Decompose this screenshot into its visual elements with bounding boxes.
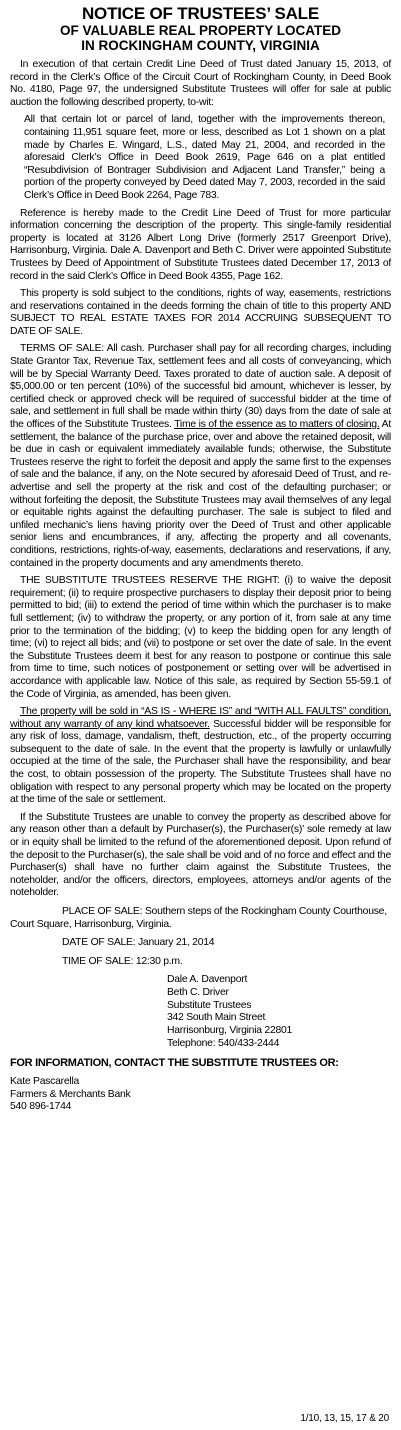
paragraph-as-is [10, 706, 391, 807]
time-of-sale: TIME OF SALE: 12:30 p.m. [62, 956, 183, 967]
paragraph-legal-description: All that certain lot or parcel of land, together with the improvements thereon, containing 11,951 square feet, more or less, described as Lot 1 shown on a plat made by Charles E. Wingard, L.S., dated May 21, 2004, and recorded in the aforesaid Clerk’s Office in Deed Book 2619, Page 646 on a plat entitled “Resubdivision of Bontrager Subdivision and Adjacent Land Transfer,” being a portion of the property conveyed by Deed dated May 7, 2003, recorded in the said Clerk’s Office in Deed Book 2264, Page 783. [24, 114, 385, 201]
terms-text-b: At settlement, the balance of the purchase price, over and above the retained deposit, will be due in cash or equivalent immediately available funds; otherwise, the Substitute Trustees reserve the right to forfeit the deposit and apply the same first to the expenses of sale and the balance, if any, on the Note secured by aforesaid Deed of Trust, and re-advertise and sell the property at the risk and cost of the defaulting purchaser; or without forfeiting the deposit, the Substitute Trustees may avail themselves of any legal or equitable rights against the defaulting purchaser. The sale is subject to filed and unfiled mechanic’s liens having priority over the Deed of Trust and other applicable senior liens and encumbrances, if any, affecting the property and all covenants, conditions, restrictions, rights-of-way, easements, declarations and reservations, if any, contained in the property documents and any amendments thereto. [10, 419, 391, 569]
trustee-phone: Telephone: 540/433-2444 [167, 1037, 280, 1049]
trustee-role: Substitute Trustees [167, 999, 252, 1011]
notice-body [10, 59, 391, 900]
paragraph-reserve-right: THE SUBSTITUTE TRUSTEES RESERVE THE RIGHT: (i) to waive the deposit requirement; (ii) to require prospective purchasers to display their deposit prior to being permitted to bid; (iii) to extend the period of time within which the purchaser is to make full settlement; (iv) to withdraw the property, or any portion of it, from sale at any time prior to the termination of the bidding; (v) to keep the bidding open for any length of time; (vi) to reject all bids; and (vii) to postpone or set over the date of sale. In the event the Substitute Trustees deem it best for any reason to postpone or continue this sale from time to time, such notices of postponement or setting over will be advertised in accordance with applicable law. Notice of this sale, as required by Section 55-59.1 of the Code of Virginia, as amended, has been given. [10, 575, 391, 700]
as-is-rest-text: Successful bidder will be responsible for any risk of loss, damage, vandalism, theft, destruction, etc., of the property occurring subsequent to the date of sale. In the event that the property is lawfully or unlawfully occupied at the time of the sale, the Purchaser shall have the responsibility, and bear the cost, to obtain possession of the property. The Substitute Trustees shall have no obligation with respect to any personal property which may be located on the property at the time of the sale or settlement. [10, 718, 391, 806]
paragraph-terms-of-sale [10, 343, 391, 570]
subject-to-text: This property is sold subject to the conditions, rights of way, easements, restrictions and reservations contained in the deeds forming the chain of title to this property [10, 288, 391, 312]
subject-to-taxes-text: AND SUBJECT TO REAL ESTATE TAXES FOR 2014 ACCRUING SUBSEQUENT TO DATE OF SALE. [10, 300, 391, 337]
paragraph-reference: Reference is hereby made to the Credit Line Deed of Trust for more particular information concerning the description of the property. This single-family residential property is located at 3126 Albert Long Drive (formerly 2517 Greenport Drive), Harrisonburg, Virginia. Dale A. Davenport and Beth C. Driver were appointed Substitute Trustees by Deed of Appointment of Substitute Trustees dated December 17, 2013 of record in the said Clerk’s Office in Deed Book 4355, Page 162. [10, 207, 391, 282]
trustee-name-1: Dale A. Davenport [167, 974, 248, 985]
paragraph-subject-to [10, 288, 391, 338]
trustee-city: Harrisonburg, Virginia 22801 [167, 1025, 293, 1037]
trustee-signature-block [10, 974, 391, 1051]
place-of-sale: PLACE OF SALE: Southern steps of the Rockingham County Courthouse, Court Square, Harrisonburg, Virginia. [10, 906, 387, 930]
contact-org: Farmers & Merchants Bank [10, 1088, 131, 1100]
notice-title: NOTICE OF TRUSTEES’ SALE [81, 4, 319, 23]
contact-block [10, 1076, 391, 1114]
terms-essence-text: Time is of the essence as to matters of closing. [174, 419, 380, 431]
date-of-sale: DATE OF SALE: January 21, 2014 [62, 937, 215, 948]
terms-text-a: TERMS OF SALE: All cash. Purchaser shall pay for all recording charges, including State Grantor Tax, Revenue Tax, settlement fees and all costs of conveyancing, which will be by Special Warranty Deed. Taxes prorated to date of auction sale. A deposit of $5,000.00 or ten percent (10%) of the successful bid amount, whichever is lesser, by certified check or approved check will be required of successful bidder at the time of sale, and settlement in full shall be made within thirty (30) days from the date of sale at the offices of the Substitute Trustees. [10, 343, 391, 431]
publication-dates: 1/10, 13, 15, 17 & 20 [300, 1413, 389, 1424]
contact-phone: 540 896-1744 [10, 1101, 72, 1113]
notice-subtitle-2: IN ROCKINGHAM COUNTY, VIRGINIA [81, 38, 320, 53]
trustee-name-2: Beth C. Driver [167, 986, 229, 998]
notice-subtitle-1: OF VALUABLE REAL PROPERTY LOCATED [59, 23, 341, 38]
trustee-street: 342 South Main Street [167, 1012, 266, 1024]
as-is-text: The property will be sold in “AS IS - WHERE IS” and “WITH ALL FAULTS” condition, without any warranty of any kind whatsoever. [10, 706, 391, 730]
contact-heading: FOR INFORMATION, CONTACT THE SUBSTITUTE TRUSTEES OR: [10, 1056, 339, 1069]
paragraph-execution: In execution of that certain Credit Line Deed of Trust dated January 15, 2013, of record in the Clerk’s Office of the Circuit Court of Rockingham County, in Deed Book No. 4180, Page 97, the undersigned Substitute Trustees will offer for sale at public auction the following described property, to-wit: [10, 59, 391, 108]
paragraph-refund: If the Substitute Trustees are unable to convey the property as described above for any reason other than a default by Purchaser(s), the Purchaser(s)’ sole remedy at law or in equity shall be limited to the refund of the aforementioned deposit. Upon refund of the deposit to the Purchaser(s), the sale shall be void and of no force and effect and the Purchaser(s) shall have no further claim against the Substitute Trustees, the noteholder, and/or the officers, directors, employees, attorneys and/or agents of the noteholder. [10, 811, 391, 899]
contact-name: Kate Pascarella [10, 1075, 80, 1087]
